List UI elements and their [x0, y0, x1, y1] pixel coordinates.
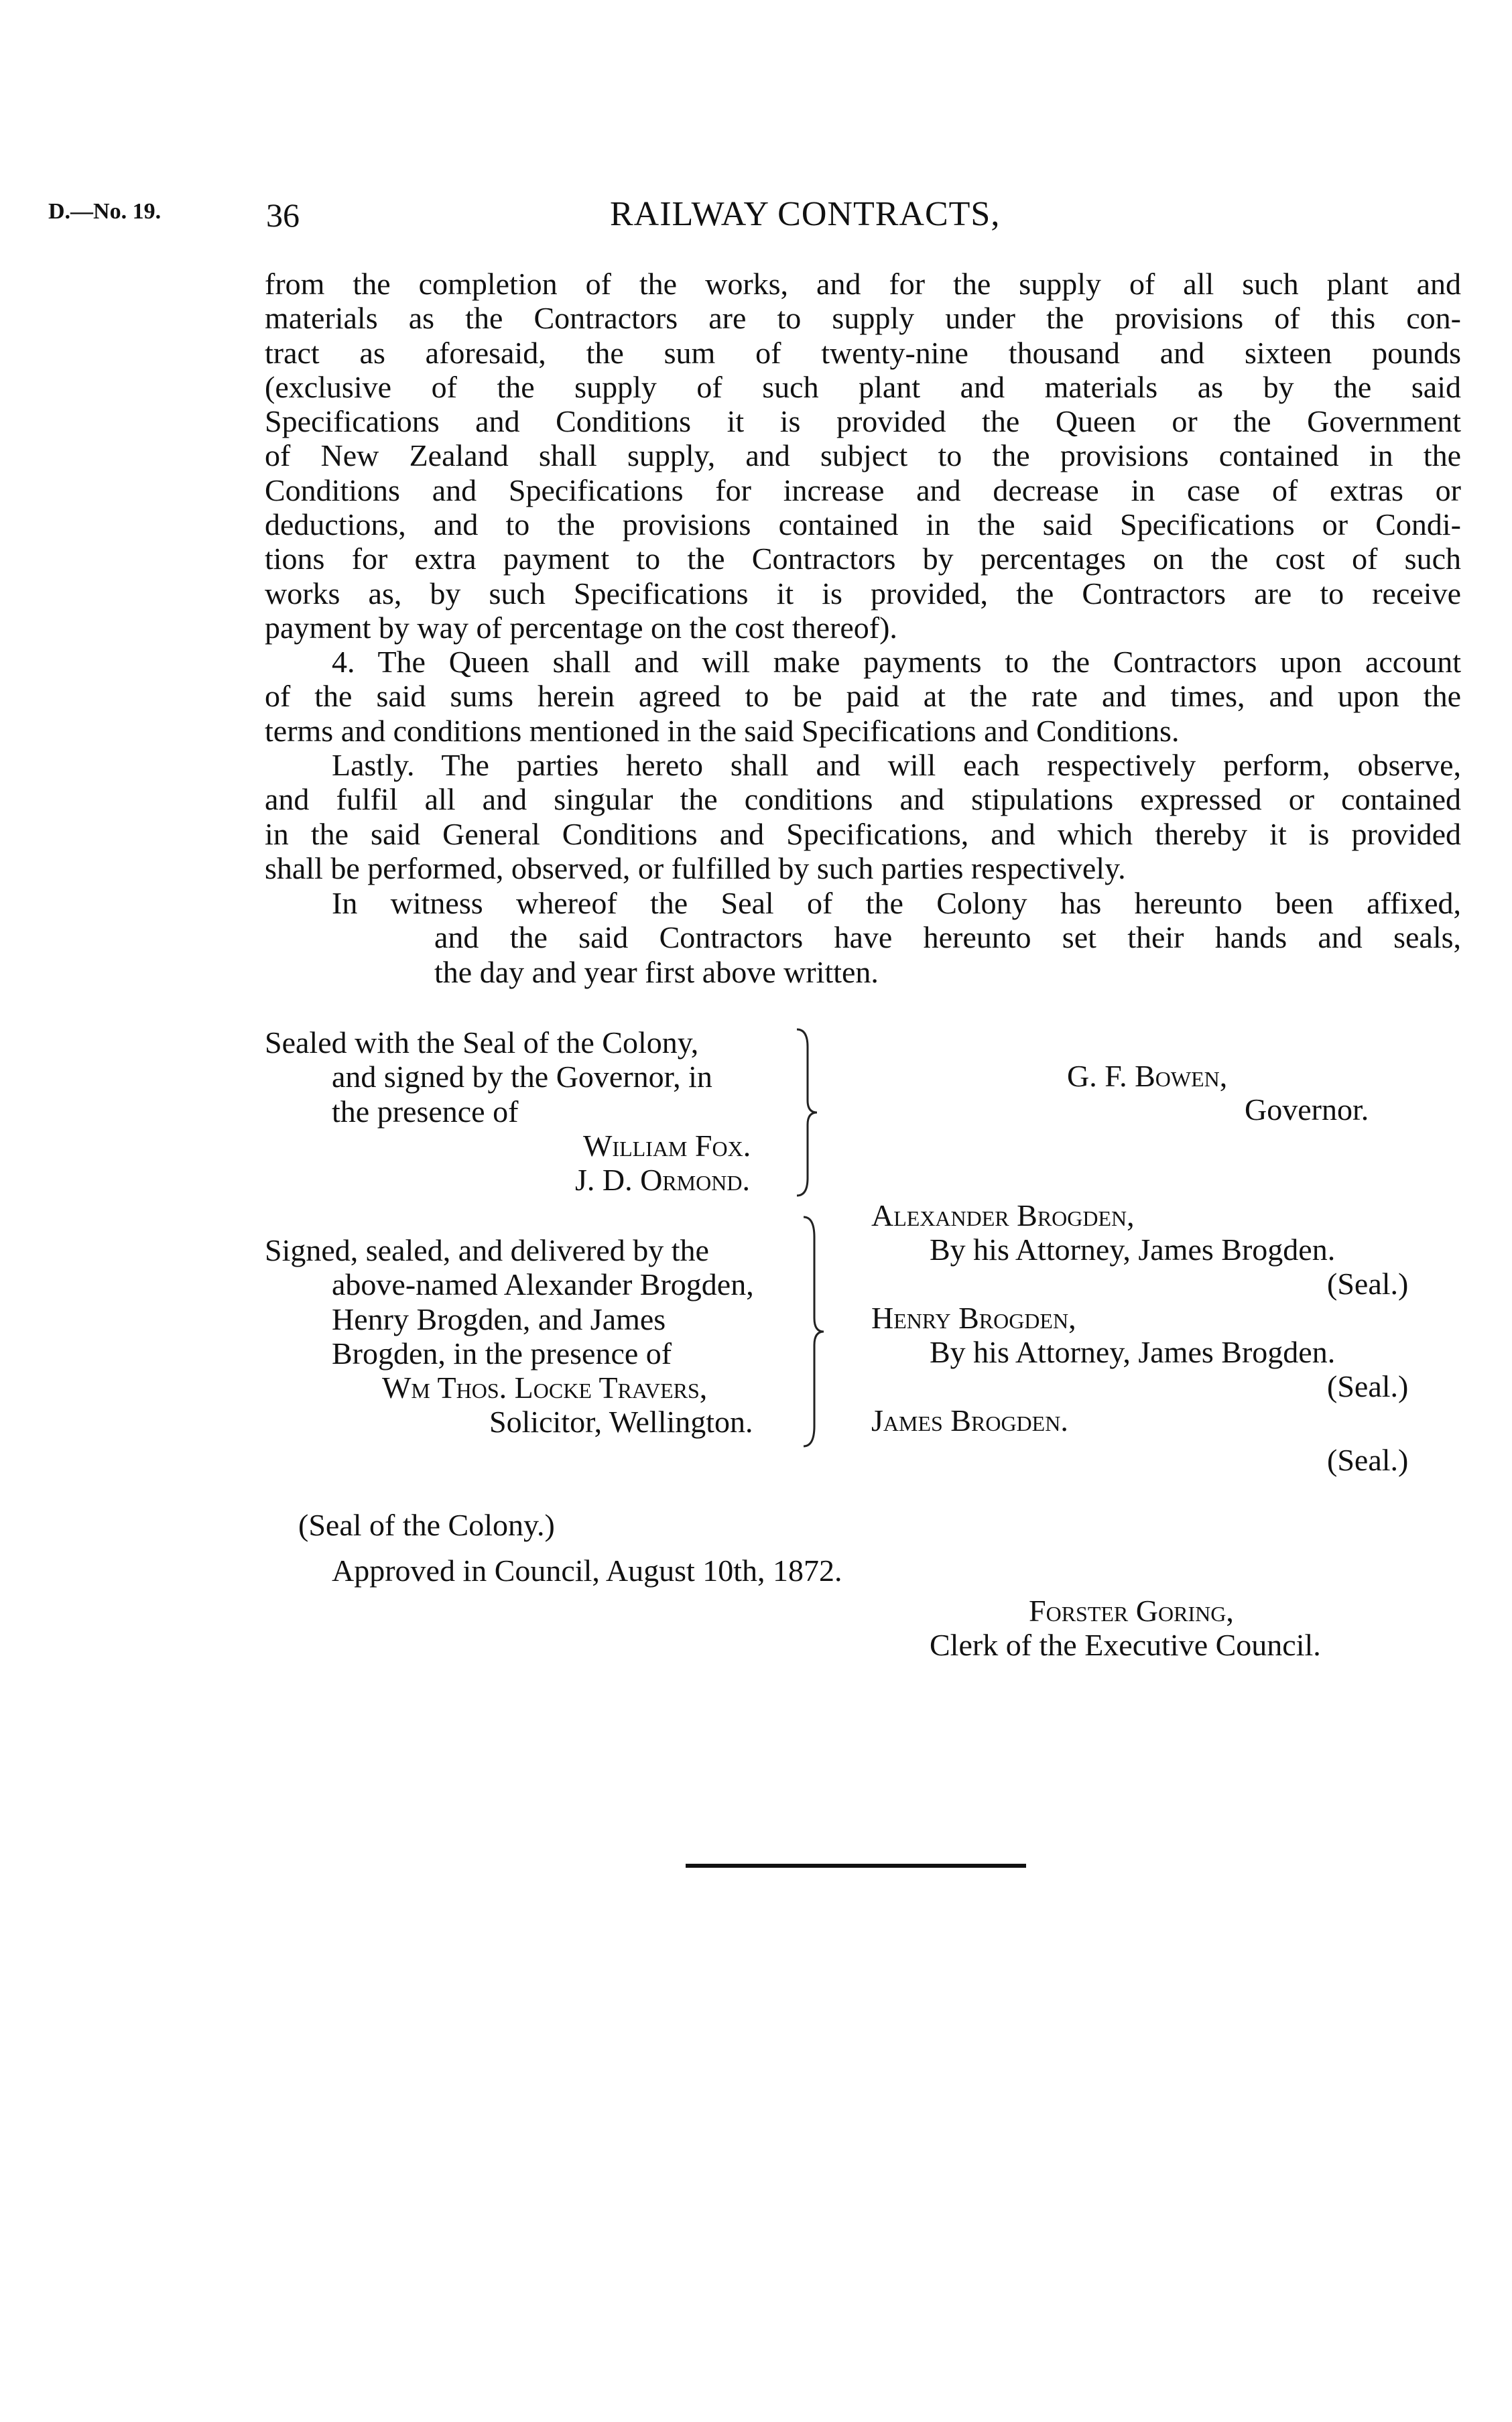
- text-line: materials as the Contractors are to supply under the provisions of this con-: [265, 301, 1461, 336]
- paragraph-lastly: [265, 748, 1461, 885]
- approval-line: Approved in Council, August 10th, 1872.: [332, 1553, 842, 1588]
- contractors-attestation: [265, 1233, 754, 1371]
- running-head: RAILWAY CONTRACTS,: [610, 195, 1001, 233]
- contractor-signature-1: Alexander Brogden,: [871, 1198, 1135, 1232]
- document-reference: D.—No. 19.: [48, 199, 162, 224]
- governor-witness-2: J. D. Ormond.: [575, 1163, 750, 1197]
- text-line: in the said General Conditions and Specifications, and which thereby it is provided: [265, 816, 1461, 851]
- seal-of-colony-note: (Seal of the Colony.): [298, 1508, 555, 1542]
- text-line: 4. The Queen shall and will make payments to the Contractors upon account: [332, 645, 1461, 679]
- seal-label-3: (Seal.): [1327, 1443, 1409, 1477]
- attestation-line: the presence of: [332, 1094, 519, 1129]
- paragraph-continuation: [265, 267, 1461, 645]
- text-line: the day and year first above written.: [434, 954, 879, 989]
- attestation-line: Brogden, in the presence of: [332, 1336, 672, 1371]
- text-line: payment by way of percentage on the cost thereof).: [265, 610, 897, 645]
- text-line: In witness whereof the Seal of the Colony has hereunto been affixed,: [332, 886, 1461, 920]
- text-line: of the said sums herein agreed to be paid at the rate and times, and upon the: [265, 679, 1461, 714]
- page-number: 36: [266, 196, 300, 234]
- text-line: from the completion of the works, and for the supply of all such plant and: [265, 267, 1461, 301]
- text-line: deductions, and to the provisions contained in the said Specifications or Condi-: [265, 507, 1461, 542]
- contractor-signature-2: Henry Brogden,: [871, 1301, 1076, 1335]
- right-brace-icon: [794, 1027, 821, 1198]
- contractor-signature-3: James Brogden.: [871, 1403, 1068, 1438]
- text-line: Specifications and Conditions it is provided the Queen or the Government: [265, 404, 1461, 439]
- text-line: Conditions and Specifications for increase and decrease in case of extras or: [265, 472, 1461, 507]
- text-line: terms and conditions mentioned in the said Specifications and Conditions.: [265, 713, 1180, 748]
- paragraph-clause-four: [265, 645, 1461, 748]
- attestation-line: and signed by the Governor, in: [332, 1060, 712, 1094]
- governor-attestation: [265, 1025, 712, 1129]
- paragraph-witness: [265, 886, 1461, 989]
- contractor-attorney-1: By his Attorney, James Brogden.: [930, 1232, 1336, 1267]
- contractors-witness: Wm Thos. Locke Travers,: [382, 1371, 708, 1405]
- end-rule: [686, 1864, 1026, 1868]
- contractors-witness-title: Solicitor, Wellington.: [489, 1405, 753, 1439]
- right-brace-icon: [801, 1214, 828, 1449]
- governor-title: Governor.: [1245, 1092, 1369, 1127]
- attestation-line: above-named Alexander Brogden,: [332, 1267, 754, 1302]
- seal-label-1: (Seal.): [1327, 1267, 1409, 1301]
- attestation-line: Sealed with the Seal of the Colony,: [265, 1025, 699, 1060]
- clerk-signature: Forster Goring,: [1029, 1594, 1234, 1628]
- governor-witness-1: William Fox.: [583, 1129, 751, 1163]
- text-line: and fulfil all and singular the conditions and stipulations expressed or contained: [265, 782, 1461, 817]
- text-line: Lastly. The parties hereto shall and will each respectively perform, observe,: [332, 748, 1461, 782]
- clerk-title: Clerk of the Executive Council.: [930, 1628, 1321, 1662]
- text-line: and the said Contractors have hereunto set their hands and seals,: [434, 920, 1461, 955]
- governor-signature: G. F. Bowen,: [1067, 1059, 1228, 1093]
- contractor-attorney-2: By his Attorney, James Brogden.: [930, 1335, 1336, 1369]
- attestation-line: Henry Brogden, and James: [332, 1301, 666, 1336]
- text-line: tract as aforesaid, the sum of twenty-nine thousand and sixteen pounds: [265, 335, 1461, 370]
- text-line: shall be performed, observed, or fulfilled by such parties respectively.: [265, 850, 1126, 885]
- attestation-line: Signed, sealed, and delivered by the: [265, 1233, 709, 1267]
- text-line: works as, by such Specifications it is provided, the Contractors are to receive: [265, 576, 1461, 611]
- seal-label-2: (Seal.): [1327, 1369, 1409, 1403]
- text-line: tions for extra payment to the Contractors by percentages on the cost of such: [265, 541, 1461, 576]
- text-line: of New Zealand shall supply, and subject to the provisions contained in the: [265, 438, 1461, 473]
- text-line: (exclusive of the supply of such plant and materials as by the said: [265, 369, 1461, 404]
